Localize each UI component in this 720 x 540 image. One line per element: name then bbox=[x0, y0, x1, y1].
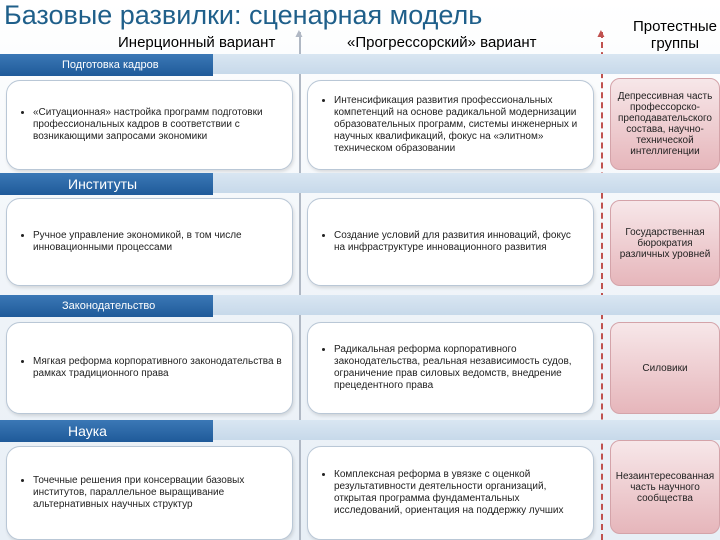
progressive-card bbox=[307, 198, 594, 286]
section-label: Законодательство bbox=[0, 295, 213, 317]
protest-card: Силовики bbox=[610, 322, 720, 414]
column-header-inertial: Инерционный вариант bbox=[118, 34, 276, 51]
progressive-card bbox=[307, 446, 594, 540]
page-title: Базовые развилки: сценарная модель bbox=[4, 0, 483, 30]
protest-card: Депрессивная часть профессорско-преподавательского состава, научно-технической интеллигенции bbox=[610, 78, 720, 170]
section-label: Институты bbox=[0, 173, 213, 195]
progressive-text: • Комплексная реформа в увязке с оценкой результативности деятельности организаций, открытая программа фундаментальных исследований, ориентация на поддержку лучших bbox=[334, 469, 583, 517]
protest-card: Государственная бюрократия различных уровней bbox=[610, 200, 720, 286]
arrow-up-icon: ▲ bbox=[293, 26, 305, 40]
divider-dashed-line bbox=[601, 32, 603, 540]
progressive-card bbox=[307, 322, 594, 414]
inertial-card bbox=[6, 198, 293, 286]
inertial-card bbox=[6, 446, 293, 540]
inertial-text: • «Ситуационная» настройка программ подготовки профессиональных кадров в соответствии с возникающими запросами экономики bbox=[33, 107, 282, 143]
inertial-card bbox=[6, 80, 293, 170]
inertial-text: • Точечные решения при консервации базовых институтов, параллельное выращивание альтернативных научных структур bbox=[33, 475, 282, 511]
arrow-up-icon: ▲ bbox=[595, 26, 607, 40]
progressive-text: • Радикальная реформа корпоративного законодательства, реальная независимость судов, ограничение прав силовых ведомств, внедрение прецедентного права bbox=[334, 344, 583, 392]
section-label: Наука bbox=[0, 420, 213, 442]
divider-line bbox=[299, 32, 301, 540]
column-header-protest: Протестные группы bbox=[633, 18, 717, 52]
progressive-text: • Создание условий для развития инноваций, фокус на инфраструктуре инновационного развития bbox=[334, 230, 583, 254]
progressive-card bbox=[307, 80, 594, 170]
progressive-text: • Интенсификация развития профессиональных компетенций на основе радикальной модернизации образовательных программ, системы инженерных и научных квалификаций, фокус на «элитном» техническом образовании bbox=[334, 95, 583, 155]
protest-card: Незаинтересованная часть научного сообщества bbox=[610, 440, 720, 534]
column-header-progressive: «Прогрессорский» вариант bbox=[347, 34, 537, 51]
section-label: Подготовка кадров bbox=[0, 54, 213, 76]
inertial-card bbox=[6, 322, 293, 414]
inertial-text: • Ручное управление экономикой, в том числе инновационными процессами bbox=[33, 230, 282, 254]
inertial-text: • Мягкая реформа корпоративного законодательства в рамках традиционного права bbox=[33, 356, 282, 380]
